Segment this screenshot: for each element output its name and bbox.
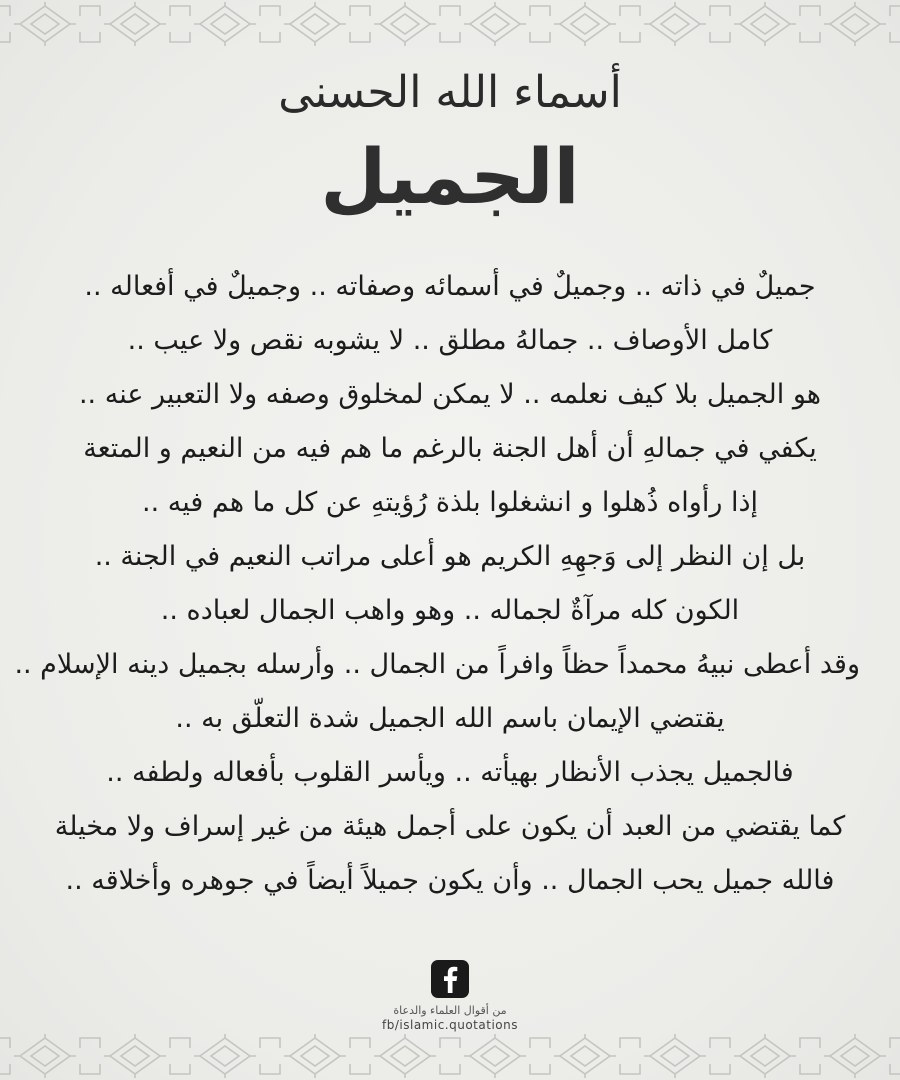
- quote-line: كما يقتضي من العبد أن يكون على أجمل هيئة من غير إسراف ولا مخيلة: [54, 811, 846, 842]
- quote-line: كامل الأوصاف .. جمالهُ مطلق .. لا يشوبه نقص ولا عيب ..: [127, 325, 773, 356]
- decorative-border-bottom: [0, 1032, 900, 1080]
- credit-handle: fb/islamic.quotations: [382, 1018, 518, 1032]
- quote-line: فالله جميل يحب الجمال .. وأن يكون جميلاً أيضاً في جوهره وأخلاقه ..: [65, 865, 835, 896]
- quote-line: الكون كله مرآةٌ لجماله .. وهو واهب الجمال لعباده ..: [160, 595, 740, 626]
- quote-line: وقد أعطى نبيهُ محمداً حظاً وافراً من الجمال .. وأرسله بجميل دينه الإسلام ..: [14, 649, 860, 680]
- page-subtitle: أسماء الله الحسنى: [278, 67, 622, 118]
- decorative-border-top: [0, 0, 900, 48]
- facebook-icon: [431, 960, 469, 998]
- header: [0, 58, 900, 222]
- credit-arabic: من أقوال العلماء والدعاة: [393, 1004, 507, 1017]
- quote-line: جميلٌ في ذاته .. وجميلٌ في أسمائه وصفاته .. وجميلٌ في أفعاله ..: [84, 271, 816, 302]
- quote-line: يقتضي الإيمان باسم الله الجميل شدة التعلّق به ..: [175, 703, 725, 734]
- quote-line: يكفي في جمالهِ أن أهل الجنة بالرغم ما هم فيه من النعيم و المتعة: [83, 433, 817, 464]
- quote-line: إذا رأواه ذُهلوا و انشغلوا بلذة رُؤيتهِ عن كل ما هم فيه ..: [142, 487, 758, 518]
- page-title: الجميل: [320, 132, 580, 221]
- quote-body: [14, 260, 860, 908]
- quote-line: هو الجميل بلا كيف نعلمه .. لا يمكن لمخلوق وصفه ولا التعبير عنه ..: [78, 379, 822, 410]
- quote-line: بل إن النظر إلى وَجهِهِ الكريم هو أعلى مراتب النعيم في الجنة ..: [94, 541, 806, 572]
- credit: [0, 960, 900, 1033]
- quote-line: فالجميل يجذب الأنظار بهيأته .. ويأسر القلوب بأفعاله ولطفه ..: [106, 757, 794, 788]
